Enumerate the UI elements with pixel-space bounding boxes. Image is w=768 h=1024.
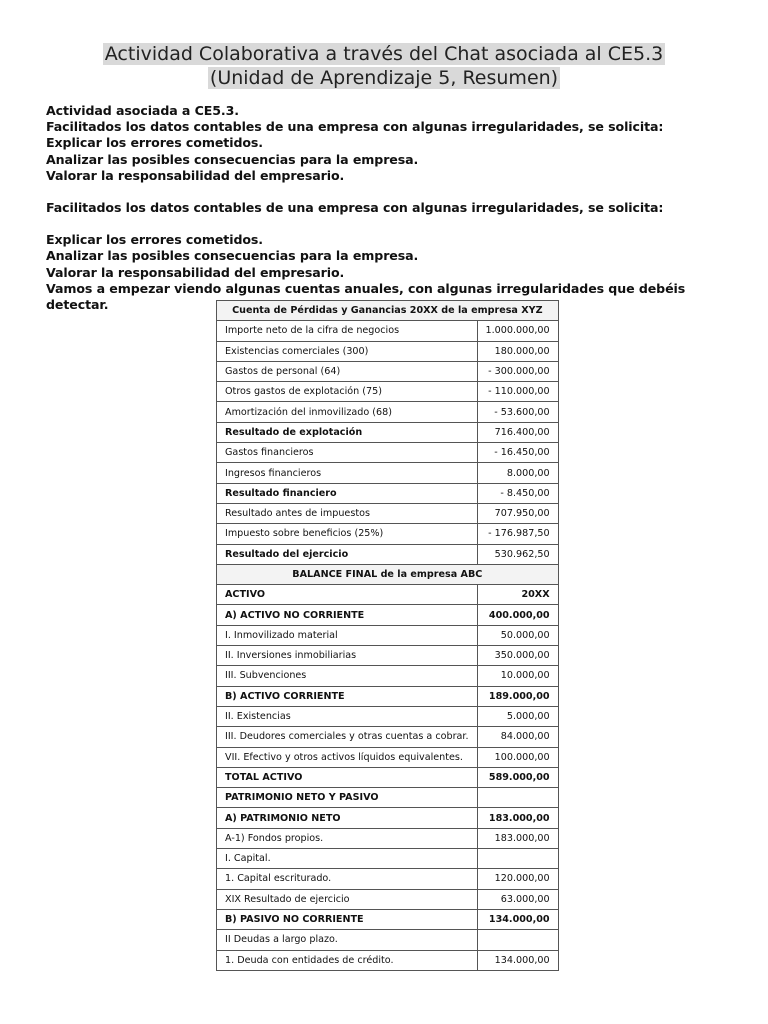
row-value: 180.000,00 — [477, 341, 558, 361]
row-value: 120.000,00 — [477, 869, 558, 889]
table-row — [217, 869, 559, 889]
row-label: Resultado antes de impuestos — [217, 503, 478, 523]
table-row — [217, 341, 559, 361]
table-row — [217, 483, 559, 503]
row-label: III. Deudores comerciales y otras cuentas a cobrar. — [217, 727, 478, 747]
row-value: - 8.450,00 — [477, 483, 558, 503]
row-value — [477, 930, 558, 950]
table-row — [217, 767, 559, 787]
table-row — [217, 361, 559, 381]
intro-line: Actividad asociada a CE5.3. — [46, 103, 239, 118]
row-value: 707.950,00 — [477, 503, 558, 523]
row-value: 10.000,00 — [477, 666, 558, 686]
table-row — [217, 605, 559, 625]
row-value: 5.000,00 — [477, 706, 558, 726]
intro-line: Analizar las posibles consecuencias para la empresa. — [46, 151, 419, 167]
row-label: TOTAL ACTIVO — [217, 767, 478, 787]
table-row — [217, 788, 559, 808]
row-label: Impuesto sobre beneficios (25%) — [217, 524, 478, 544]
table-row — [217, 808, 559, 828]
table-row — [217, 686, 559, 706]
row-value: 63.000,00 — [477, 889, 558, 909]
table-row — [217, 828, 559, 848]
table-row — [217, 544, 559, 564]
intro-line: Vamos a empezar viendo algunas cuentas anuales, con algunas irregularidades que debéis detectar. — [46, 280, 686, 313]
intro-line: Valorar la responsabilidad del empresario. — [46, 264, 345, 280]
row-value: - 300.000,00 — [477, 361, 558, 381]
title-line-2: (Unidad de Aprendizaje 5, Resumen) — [209, 67, 559, 89]
row-label: II. Existencias — [217, 706, 478, 726]
table-row — [217, 950, 559, 970]
row-label: Resultado financiero — [217, 483, 478, 503]
row-value: 134.000,00 — [477, 950, 558, 970]
table-row — [217, 463, 559, 483]
row-value: 84.000,00 — [477, 727, 558, 747]
table-row — [217, 666, 559, 686]
document-title — [0, 42, 768, 90]
row-value: 134.000,00 — [477, 909, 558, 929]
row-value: 716.400,00 — [477, 422, 558, 442]
table-section-header — [217, 301, 559, 321]
table-row — [217, 849, 559, 869]
row-label: II. Inversiones inmobiliarias — [217, 646, 478, 666]
row-label: I. Inmovilizado material — [217, 625, 478, 645]
row-value: 189.000,00 — [477, 686, 558, 706]
table-row — [217, 524, 559, 544]
table-row — [217, 909, 559, 929]
row-value: 183.000,00 — [477, 808, 558, 828]
row-label: Gastos financieros — [217, 443, 478, 463]
row-label: III. Subvenciones — [217, 666, 478, 686]
section-title: BALANCE FINAL de la empresa ABC — [217, 564, 559, 584]
table-section-header — [217, 564, 559, 584]
row-label: VII. Efectivo y otros activos líquidos equivalentes. — [217, 747, 478, 767]
intro-line: Explicar los errores cometidos. — [46, 135, 263, 151]
intro-line: Facilitados los datos contables de una empresa con algunas irregularidades, se solicita: — [46, 200, 664, 216]
row-value: 1.000.000,00 — [477, 321, 558, 341]
row-label: Resultado del ejercicio — [217, 544, 478, 564]
row-label: B) PASIVO NO CORRIENTE — [217, 909, 478, 929]
table-row — [217, 402, 559, 422]
table-row — [217, 930, 559, 950]
row-value — [477, 849, 558, 869]
table-row — [217, 889, 559, 909]
row-value — [477, 788, 558, 808]
row-value: 50.000,00 — [477, 625, 558, 645]
row-value: 20XX — [477, 585, 558, 605]
accounts-table — [216, 300, 559, 971]
row-label: Ingresos financieros — [217, 463, 478, 483]
row-value: 350.000,00 — [477, 646, 558, 666]
row-label: Resultado de explotación — [217, 422, 478, 442]
table-row — [217, 747, 559, 767]
row-label: 1. Deuda con entidades de crédito. — [217, 950, 478, 970]
row-label: II Deudas a largo plazo. — [217, 930, 478, 950]
table-row — [217, 321, 559, 341]
row-label: PATRIMONIO NETO Y PASIVO — [217, 788, 478, 808]
section-title: Cuenta de Pérdidas y Ganancias 20XX de la empresa XYZ — [217, 301, 559, 321]
row-label: Importe neto de la cifra de negocios — [217, 321, 478, 341]
title-line-1: Actividad Colaborativa a través del Chat asociada al CE5.3 — [104, 43, 664, 65]
row-value: - 16.450,00 — [477, 443, 558, 463]
row-value: 8.000,00 — [477, 463, 558, 483]
table-row — [217, 625, 559, 645]
intro-text — [46, 103, 746, 313]
table-row — [217, 646, 559, 666]
row-label: Otros gastos de explotación (75) — [217, 382, 478, 402]
intro-line: Explicar los errores cometidos. — [46, 232, 263, 248]
row-value: 400.000,00 — [477, 605, 558, 625]
table-row — [217, 706, 559, 726]
table-row — [217, 443, 559, 463]
row-label: 1. Capital escriturado. — [217, 869, 478, 889]
row-value: - 110.000,00 — [477, 382, 558, 402]
row-label: Gastos de personal (64) — [217, 361, 478, 381]
row-label: Amortización del inmovilizado (68) — [217, 402, 478, 422]
row-value: 183.000,00 — [477, 828, 558, 848]
row-label: B) ACTIVO CORRIENTE — [217, 686, 478, 706]
table-row — [217, 422, 559, 442]
intro-line: Facilitados los datos contables de una empresa con algunas irregularidades, se solicita: — [46, 119, 664, 135]
table-row — [217, 503, 559, 523]
intro-line: Analizar las posibles consecuencias para la empresa. — [46, 248, 419, 264]
row-label: A) PATRIMONIO NETO — [217, 808, 478, 828]
row-label: Existencias comerciales (300) — [217, 341, 478, 361]
row-value: 589.000,00 — [477, 767, 558, 787]
table-row — [217, 382, 559, 402]
table-row — [217, 727, 559, 747]
table-row — [217, 585, 559, 605]
row-label: I. Capital. — [217, 849, 478, 869]
intro-line: Valorar la responsabilidad del empresario. — [46, 167, 345, 183]
row-label: XIX Resultado de ejercicio — [217, 889, 478, 909]
row-label: A) ACTIVO NO CORRIENTE — [217, 605, 478, 625]
row-value: - 176.987,50 — [477, 524, 558, 544]
row-label: ACTIVO — [217, 585, 478, 605]
row-value: 530.962,50 — [477, 544, 558, 564]
row-label: A-1) Fondos propios. — [217, 828, 478, 848]
row-value: 100.000,00 — [477, 747, 558, 767]
row-value: - 53.600,00 — [477, 402, 558, 422]
